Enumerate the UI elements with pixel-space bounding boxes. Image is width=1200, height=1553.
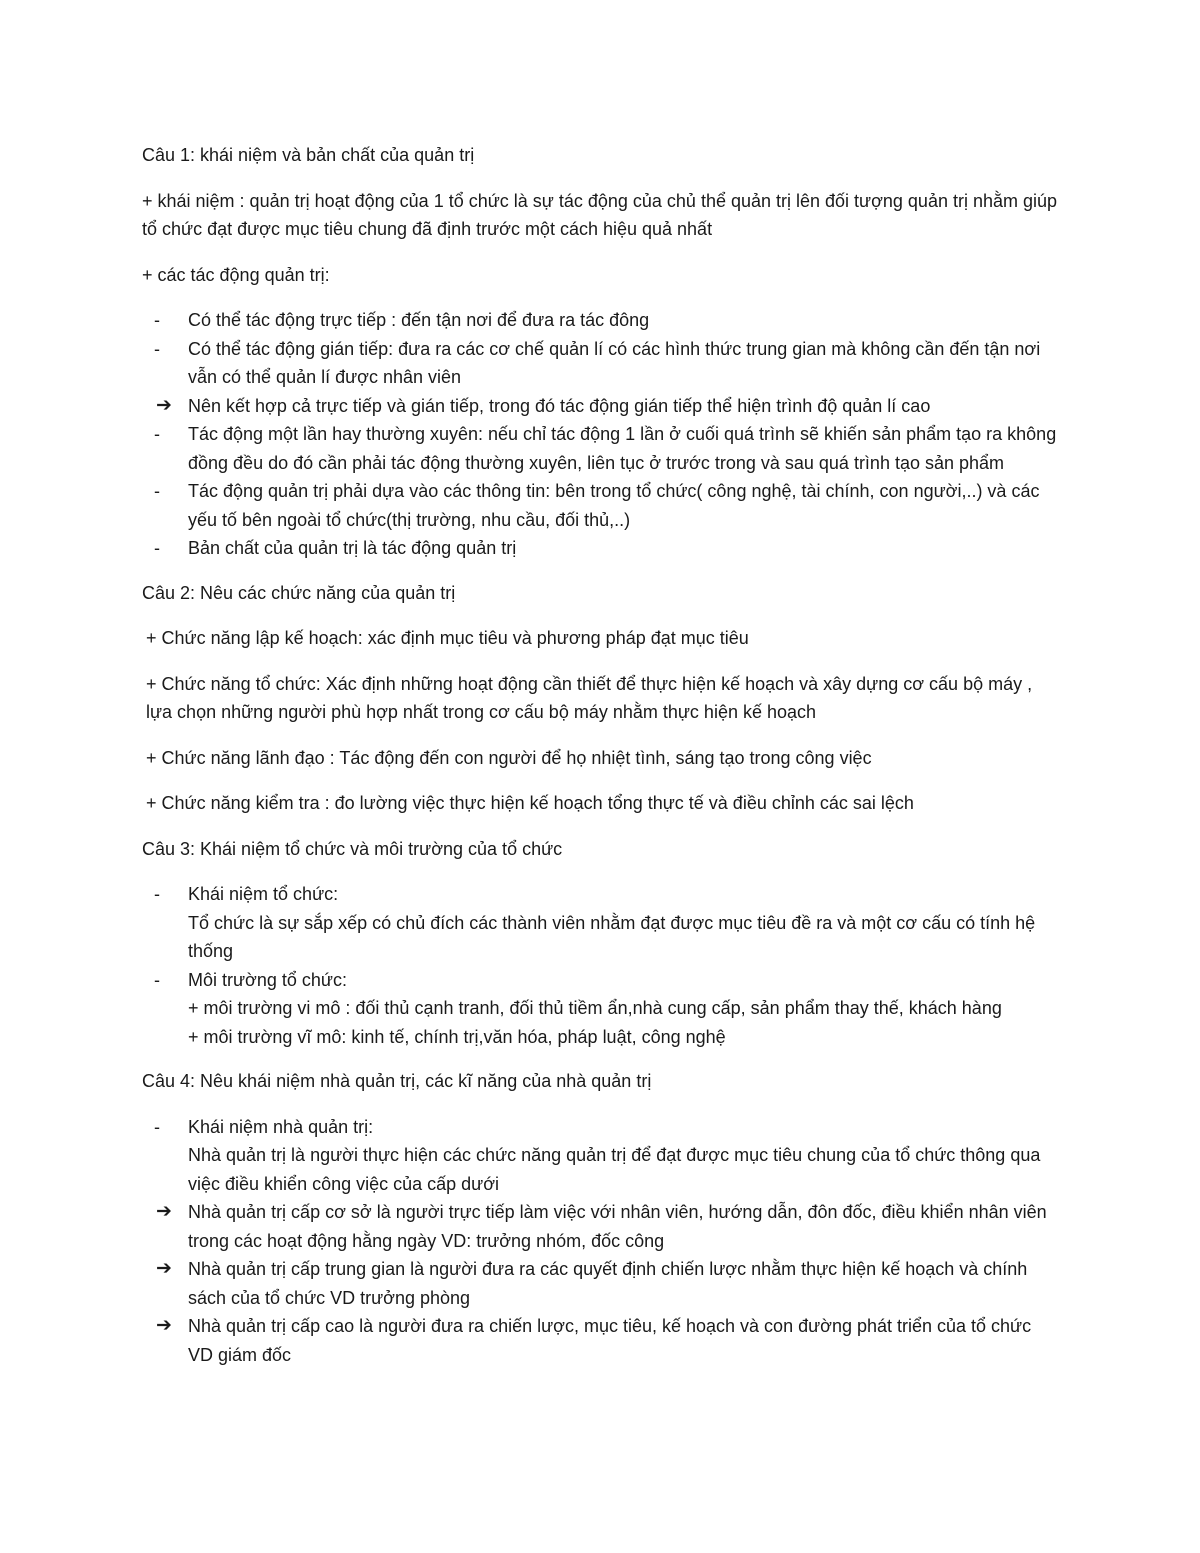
- list-item: [142, 1255, 1060, 1312]
- list-item: [142, 966, 1060, 1052]
- list-item-title: Khái niệm nhà quản trị:: [188, 1116, 374, 1137]
- q2-controlling: + Chức năng kiểm tra : đo lường việc thực hiện kế hoạch tổng thực tế và điều chỉnh các sai lệch: [146, 793, 914, 813]
- list-item-text: Nhà quản trị cấp cơ sở là người trực tiếp làm việc với nhân viên, hướng dẫn, đôn đốc, điều khiển nhân viên trong các hoạt động hằng ngày VD: trưởng nhóm, đốc công: [188, 1202, 1047, 1251]
- list-item: [142, 1113, 1060, 1199]
- dash-marker: -: [154, 884, 160, 904]
- q2-organizing: + Chức năng tổ chức: Xác định những hoạt động cần thiết để thực hiện kế hoạch và xây dựng cơ cấu bộ máy , lựa chọn những người phù hợp nhất trong cơ cấu bộ máy nhằm thực hiện kế hoạch: [146, 673, 1033, 722]
- arrow-right-icon: ➔: [156, 1258, 172, 1279]
- arrow-right-icon: ➔: [156, 1201, 172, 1222]
- list-item-text: Tổ chức là sự sắp xếp có chủ đích các thành viên nhằm đạt được mục tiêu đề ra và một cơ cấu có tính hệ thống: [188, 912, 1036, 961]
- list-item-text: Nên kết hợp cả trực tiếp và gián tiếp, trong đó tác động gián tiếp thể hiện trình độ quản lí cao: [188, 395, 931, 416]
- list-item-text: Có thể tác động trực tiếp : đến tận nơi để đưa ra tác đông: [188, 310, 650, 330]
- list-item: [142, 477, 1060, 534]
- list-item: [142, 534, 1060, 563]
- q1-concept: + khái niệm : quản trị hoạt động của 1 tổ chức là sự tác động của chủ thể quản trị lên đối tượng quản trị nhằm giúp tổ chức đạt được mục tiêu chung đã định trước một cách hiệu quả nhất: [142, 190, 1058, 239]
- list-item-title: Môi trường tổ chức:: [188, 969, 347, 990]
- list-item: [142, 1198, 1060, 1255]
- q3-heading: Câu 3: Khái niệm tổ chức và môi trường của tổ chức: [142, 838, 563, 859]
- dash-marker: -: [154, 424, 160, 444]
- list-item-text: Bản chất của quản trị là tác động quản trị: [188, 538, 517, 558]
- arrow-right-icon: ➔: [156, 394, 172, 416]
- list-item-text: Có thể tác động gián tiếp: đưa ra các cơ chế quản lí có các hình thức trung gian mà không cần đến tận nơi vẫn có thể quản lí được nhân viên: [188, 338, 1041, 387]
- dash-marker: -: [154, 310, 160, 330]
- dash-marker: -: [154, 338, 160, 359]
- dash-marker: -: [154, 969, 160, 990]
- list-item: [142, 335, 1060, 392]
- dash-marker: -: [154, 1116, 160, 1137]
- arrow-right-icon: ➔: [156, 1315, 172, 1336]
- list-item-text: Tác động một lần hay thường xuyên: nếu chỉ tác động 1 lần ở cuối quá trình sẽ khiến sản phẩm tạo ra không đồng đều do đó cần phải tác động thường xuyên, liên tục ở trước trong và sau quá trình tạo sản phẩm: [188, 424, 1057, 473]
- list-item: [142, 1312, 1060, 1369]
- list-item: [142, 392, 1060, 421]
- list-item-text: Nhà quản trị cấp cao là người đưa ra chiến lược, mục tiêu, kế hoạch và con đường phát triển của tổ chức VD giám đốc: [188, 1316, 1032, 1365]
- document-content: [142, 141, 1060, 1385]
- list-item-text: Tác động quản trị phải dựa vào các thông tin: bên trong tổ chức( công nghệ, tài chính, con người,..) và các yếu tố bên ngoài tổ chức(thị trường, nhu cầu, đối thủ,..): [188, 481, 1040, 530]
- q2-leading: + Chức năng lãnh đạo : Tác động đến con người để họ nhiệt tình, sáng tạo trong công việc: [146, 747, 872, 768]
- q2-heading: Câu 2: Nêu các chức năng của quản trị: [142, 582, 456, 603]
- list-item: [142, 880, 1060, 966]
- list-item: [142, 306, 1060, 335]
- dash-marker: -: [154, 481, 160, 501]
- list-item-text: Nhà quản trị cấp trung gian là người đưa ra các quyết định chiến lược nhằm thực hiện kế hoạch và chính sách của tổ chức VD trưởng phòng: [188, 1259, 1028, 1308]
- q2-planning: + Chức năng lập kế hoạch: xác định mục tiêu và phương pháp đạt mục tiêu: [146, 628, 749, 648]
- list-item: [142, 420, 1060, 477]
- q1-heading: Câu 1: khái niệm và bản chất của quản trị: [142, 145, 475, 165]
- dash-marker: -: [154, 538, 160, 558]
- q4-list: [142, 1113, 1060, 1370]
- list-item-text: + môi trường vi mô : đối thủ cạnh tranh, đối thủ tiềm ẩn,nhà cung cấp, sản phẩm thay thế, khách hàng: [188, 998, 1002, 1018]
- list-item-text: Nhà quản trị là người thực hiện các chức năng quản trị để đạt được mục tiêu chung của tổ chức thông qua việc điều khiển công việc của cấp dưới: [188, 1145, 1041, 1194]
- q4-heading: Câu 4: Nêu khái niệm nhà quản trị, các kĩ năng của nhà quản trị: [142, 1071, 652, 1091]
- q1-impacts-title: + các tác động quản trị:: [142, 264, 330, 285]
- list-item-title: Khái niệm tổ chức:: [188, 884, 339, 904]
- list-item-text: + môi trường vĩ mô: kinh tế, chính trị,văn hóa, pháp luật, công nghệ: [188, 1026, 726, 1047]
- q1-list: [142, 306, 1060, 563]
- q3-list: [142, 880, 1060, 1051]
